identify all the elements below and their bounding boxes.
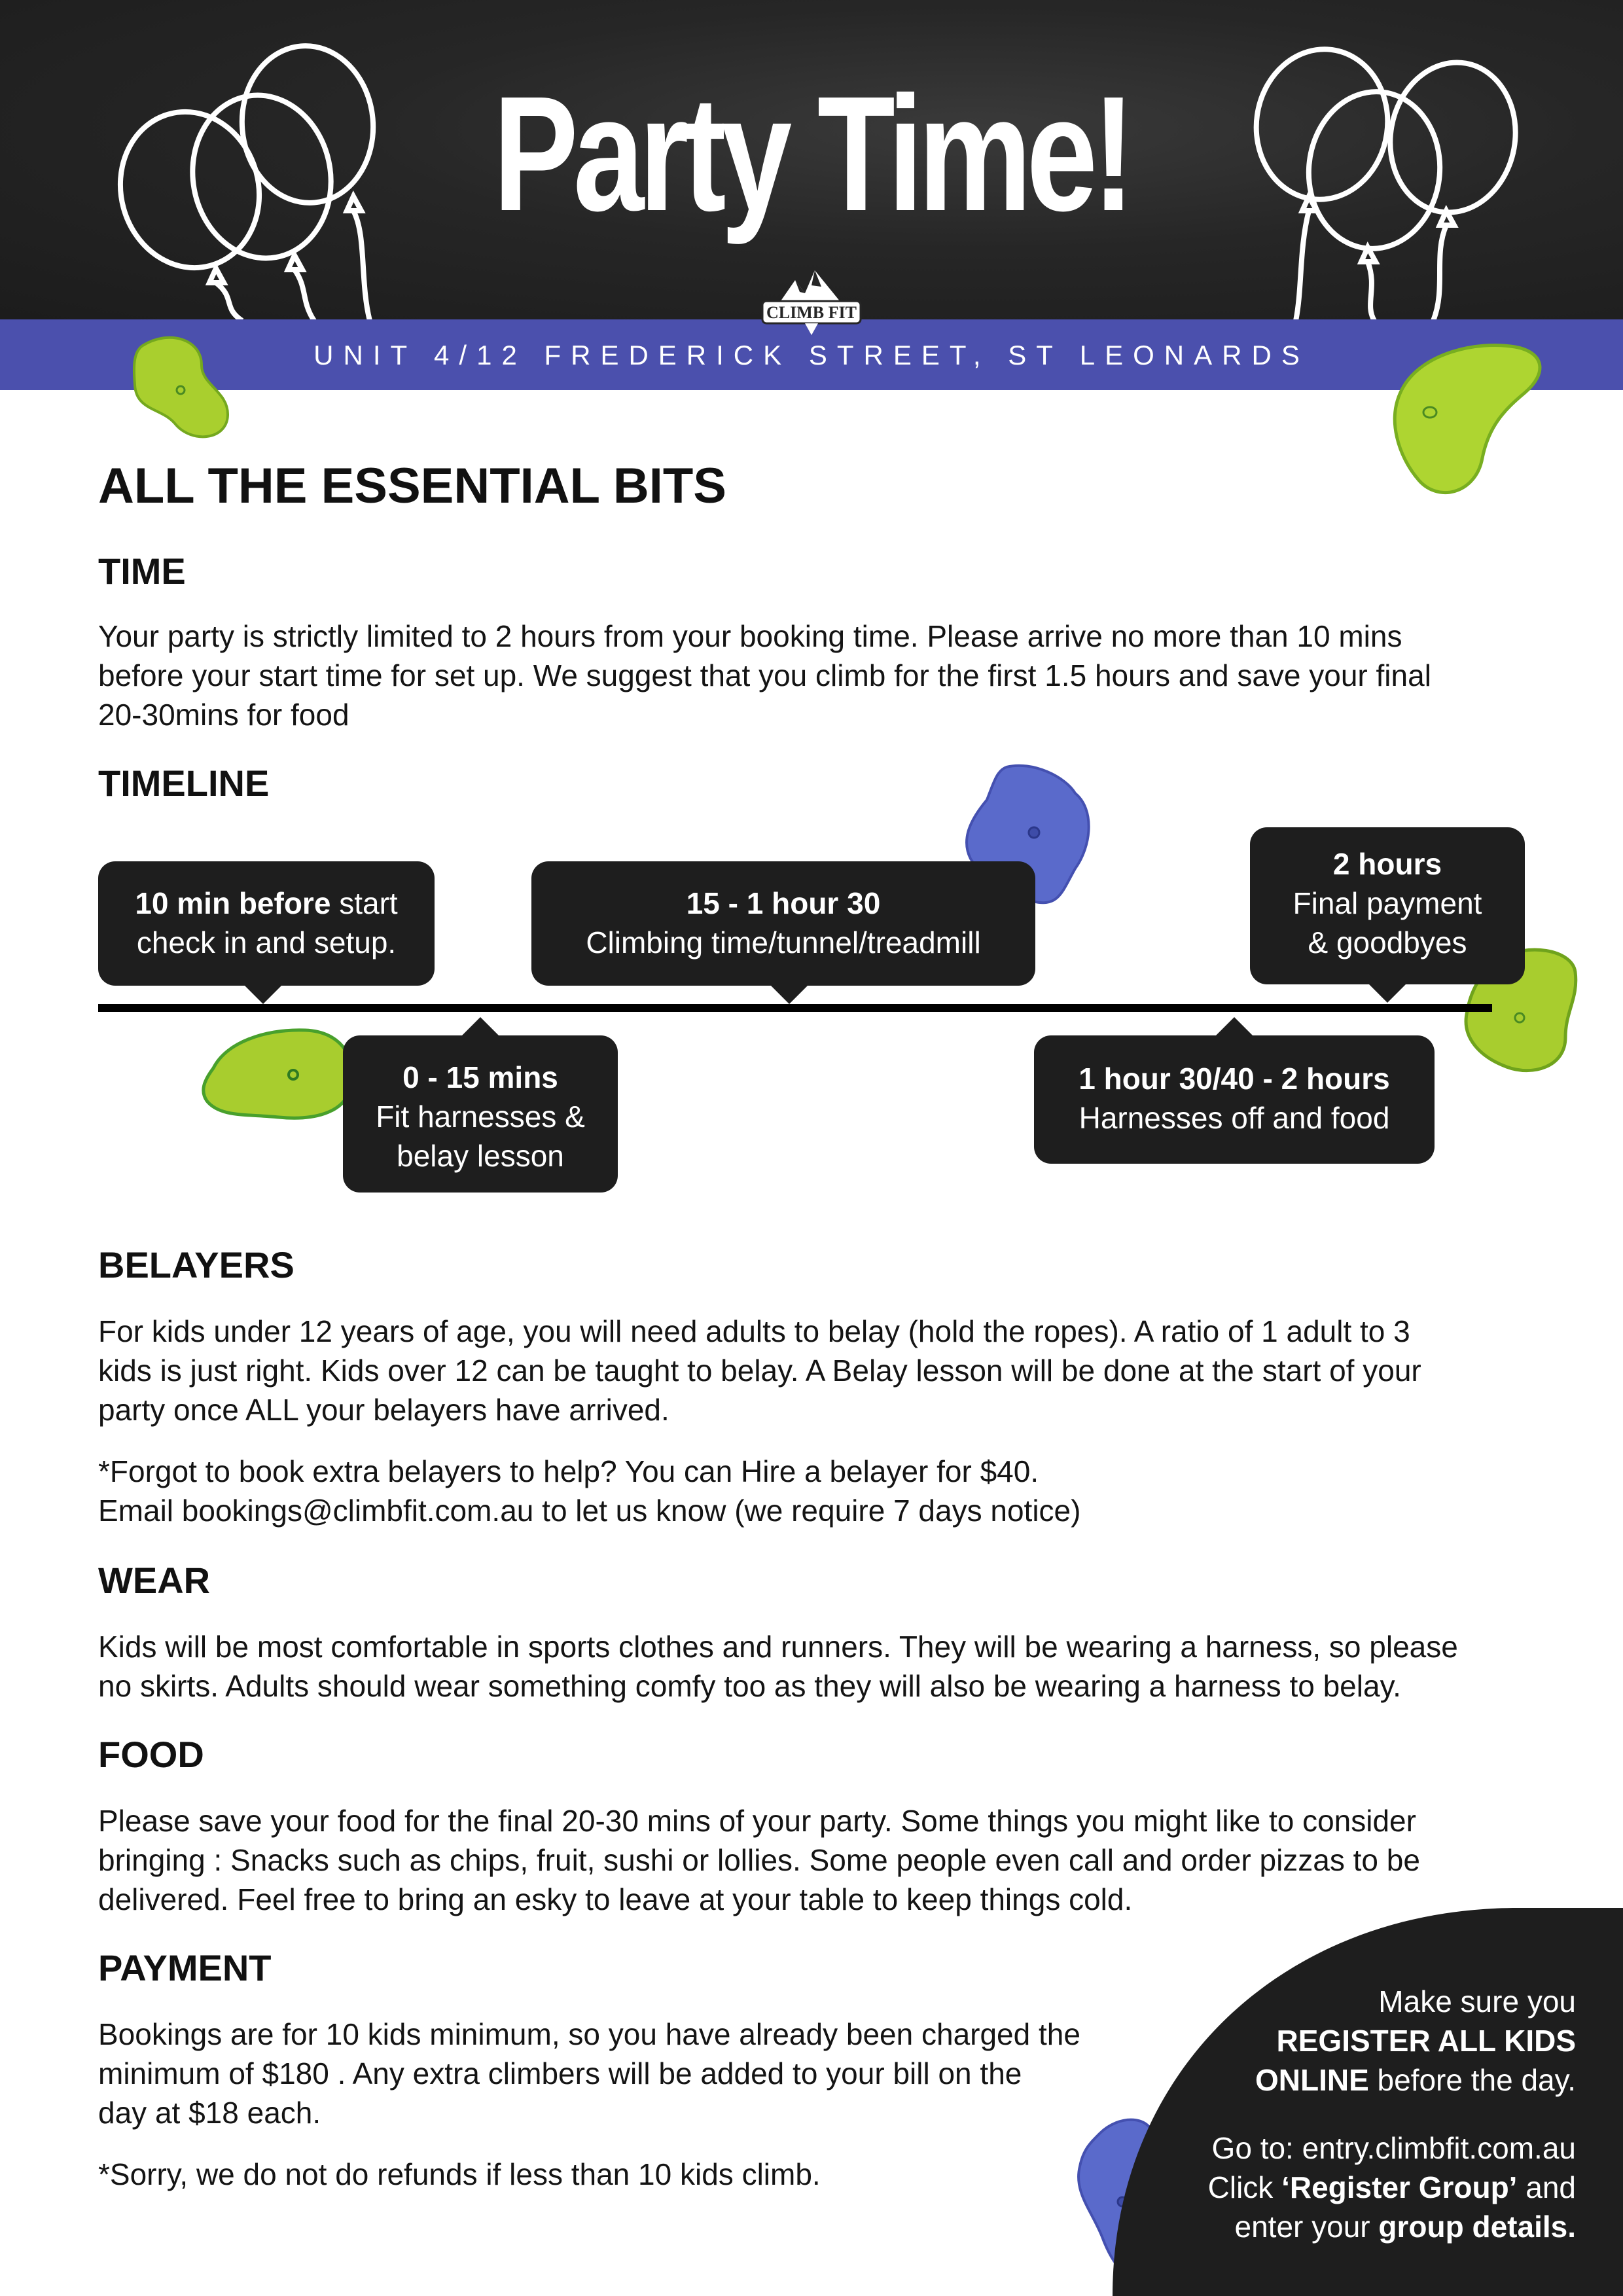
text-line: minimum of $180 . Any extra climbers will be added to your bill on the (98, 2056, 1022, 2090)
text-line: Kids will be most comfortable in sports clothes and runners. They will be wearing a harness, so please (98, 1630, 1458, 1664)
climbing-hold-green-icon (200, 1022, 357, 1127)
timeline-event-harness: 0 - 15 mins Fit harnesses & belay lesson (343, 1035, 618, 1193)
payment-paragraph (98, 2015, 1080, 2132)
section-heading-payment: PAYMENT (98, 1947, 272, 1988)
timeline-pointer (1368, 983, 1407, 1003)
section-heading-food: FOOD (98, 1734, 204, 1775)
timeline-event-climbing: 15 - 1 hour 30 Climbing time/tunnel/treadmill (531, 861, 1035, 986)
climb-fit-logo (759, 260, 864, 338)
belayers-paragraph (98, 1312, 1421, 1429)
text-line: Please save your food for the final 20-30 mins of your party. Some things you might like to consider (98, 1804, 1416, 1838)
belayers-note (98, 1452, 1080, 1530)
page-title: Party Time! (493, 62, 1130, 245)
text-line: Your party is strictly limited to 2 hours from your booking time. Please arrive no more than 10 mins (98, 619, 1402, 653)
text-line: 20-30mins for food (98, 698, 349, 732)
text-line: For kids under 12 years of age, you will need adults to belay (hold the ropes). A ratio of 1 adult to 3 (98, 1314, 1410, 1348)
text-line: Email bookings@climbfit.com.au to let us know (we require 7 days notice) (98, 1494, 1081, 1528)
timeline-pointer (461, 1017, 500, 1037)
text-line: no skirts. Adults should wear something comfy too as they will also be wearing a harness to belay. (98, 1669, 1401, 1703)
text-line: kids is just right. Kids over 12 can be taught to belay. A Belay lesson will be done at the start of your (98, 1354, 1421, 1388)
timeline-pointer (770, 984, 809, 1004)
timeline-pointer (243, 984, 283, 1004)
timeline-event-goodbye: 2 hours Final payment & goodbyes (1250, 827, 1525, 984)
climbing-hold-green-icon (1384, 334, 1548, 504)
address-text: UNIT 4/12 FREDERICK STREET, ST LEONARDS (313, 340, 1310, 370)
timeline-event-food: 1 hour 30/40 - 2 hours Harnesses off and food (1034, 1035, 1435, 1164)
text-line: party once ALL your belayers have arrived. (98, 1393, 669, 1427)
timeline-event-checkin: 10 min before start check in and setup. (98, 861, 435, 986)
section-heading-timeline: TIMELINE (98, 762, 270, 804)
timeline-pointer (1215, 1017, 1254, 1037)
text-line: delivered. Feel free to bring an esky to leave at your table to keep things cold. (98, 1882, 1133, 1916)
wear-paragraph (98, 1627, 1458, 1706)
payment-note: *Sorry, we do not do refunds if less than 10 kids climb. (98, 2157, 821, 2191)
logo-text: CLIMB FIT (766, 303, 857, 322)
climbing-hold-green-icon (130, 332, 234, 444)
registration-url: Go to: entry.climbfit.com.au (1211, 2131, 1576, 2165)
text-line: before your start time for set up. We suggest that you climb for the first 1.5 hours and save your final (98, 658, 1431, 692)
section-heading-time: TIME (98, 550, 186, 592)
time-paragraph (98, 617, 1431, 734)
mountain-logo-icon (759, 260, 864, 338)
register-callout-text: Make sure you REGISTER ALL KIDS ONLINE before the day. Go to: entry.climbfit.com.au Click ‘Register Group’ and enter your group details. (1118, 1982, 1576, 2246)
section-heading-wear: WEAR (98, 1560, 211, 1601)
main-heading: ALL THE ESSENTIAL BITS (98, 458, 726, 514)
section-heading-belayers: BELAYERS (98, 1244, 294, 1285)
text-line: bringing : Snacks such as chips, fruit, sushi or lollies. Some people even call and order pizzas to be (98, 1843, 1420, 1877)
timeline-line (98, 1004, 1492, 1012)
food-paragraph (98, 1801, 1420, 1919)
text-line: Bookings are for 10 kids minimum, so you have already been charged the (98, 2017, 1080, 2051)
text-line: *Forgot to book extra belayers to help? You can Hire a belayer for $40. (98, 1454, 1039, 1488)
text-line: day at $18 each. (98, 2096, 321, 2130)
